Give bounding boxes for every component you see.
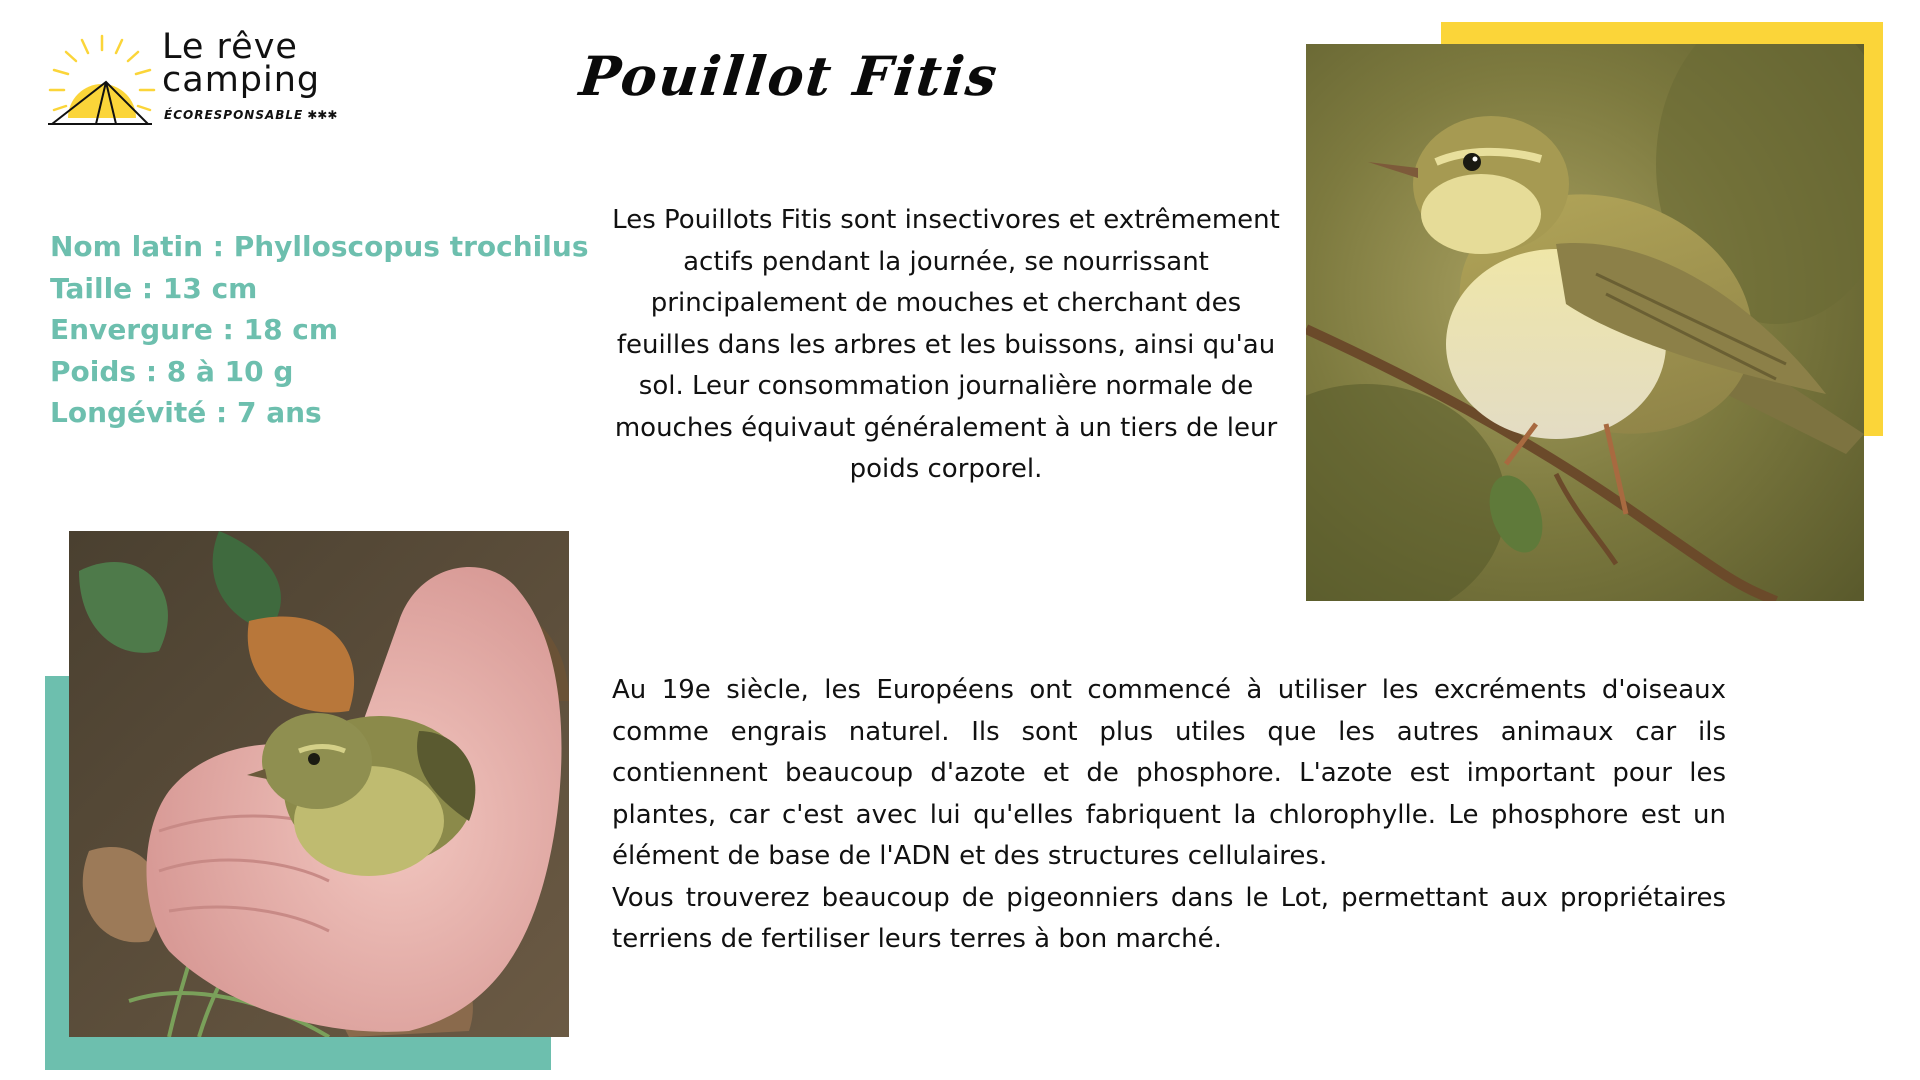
body-paragraph-2: Vous trouverez beaucoup de pigeonniers dans le Lot, permettant aux propriétaires terriens de fertiliser leurs terres à bon marché. xyxy=(612,882,1726,954)
intro-paragraph: Les Pouillots Fitis sont insectivores et extrêmement actifs pendant la journée, se nourrissant principalement de mouches et cherchant des feuilles dans les arbres et les buissons, ainsi qu'au sol. Leur consommation journalière normale de mouches équivaut généralement à un tiers de leur poids corporel. xyxy=(612,205,1280,484)
warbler-on-branch-photo xyxy=(1306,44,1864,601)
body-text xyxy=(612,670,1726,961)
logo-stars: ✱✱✱ xyxy=(307,108,338,122)
fact-latin-name: Nom latin : Phylloscopus trochilus xyxy=(50,230,589,263)
page-title: Pouillot Fitis xyxy=(576,44,1002,108)
logo-subtitle-text: ÉCORESPONSABLE xyxy=(164,108,304,122)
fact-wingspan: Envergure : 18 cm xyxy=(50,313,339,346)
fact-weight: Poids : 8 à 10 g xyxy=(50,354,294,388)
fact-size: Taille : 13 cm xyxy=(50,271,258,305)
sun-tent-icon xyxy=(44,30,160,130)
logo-title-line2: camping xyxy=(162,60,321,100)
body-paragraph-1: Au 19e siècle, les Européens ont commencé à utiliser les excréments d'oiseaux comme engrais naturel. Ils sont plus utiles que les autres animaux car ils contiennent beaucoup d'azote et de phosphore. L'azote est important pour les plantes, car c'est avec lui qu'elles fabriquent la chlorophylle. Le phosphore est un élément de base de l'ADN et des structures cellulaires. xyxy=(612,675,1726,871)
warbler-in-hand-photo xyxy=(69,531,569,1037)
bird-facts-list xyxy=(50,226,588,434)
logo xyxy=(44,27,364,130)
fact-longevity: Longévité : 7 ans xyxy=(50,396,322,429)
logo-subtitle xyxy=(164,108,337,122)
logo-title-line1: Le rêve xyxy=(162,27,298,67)
